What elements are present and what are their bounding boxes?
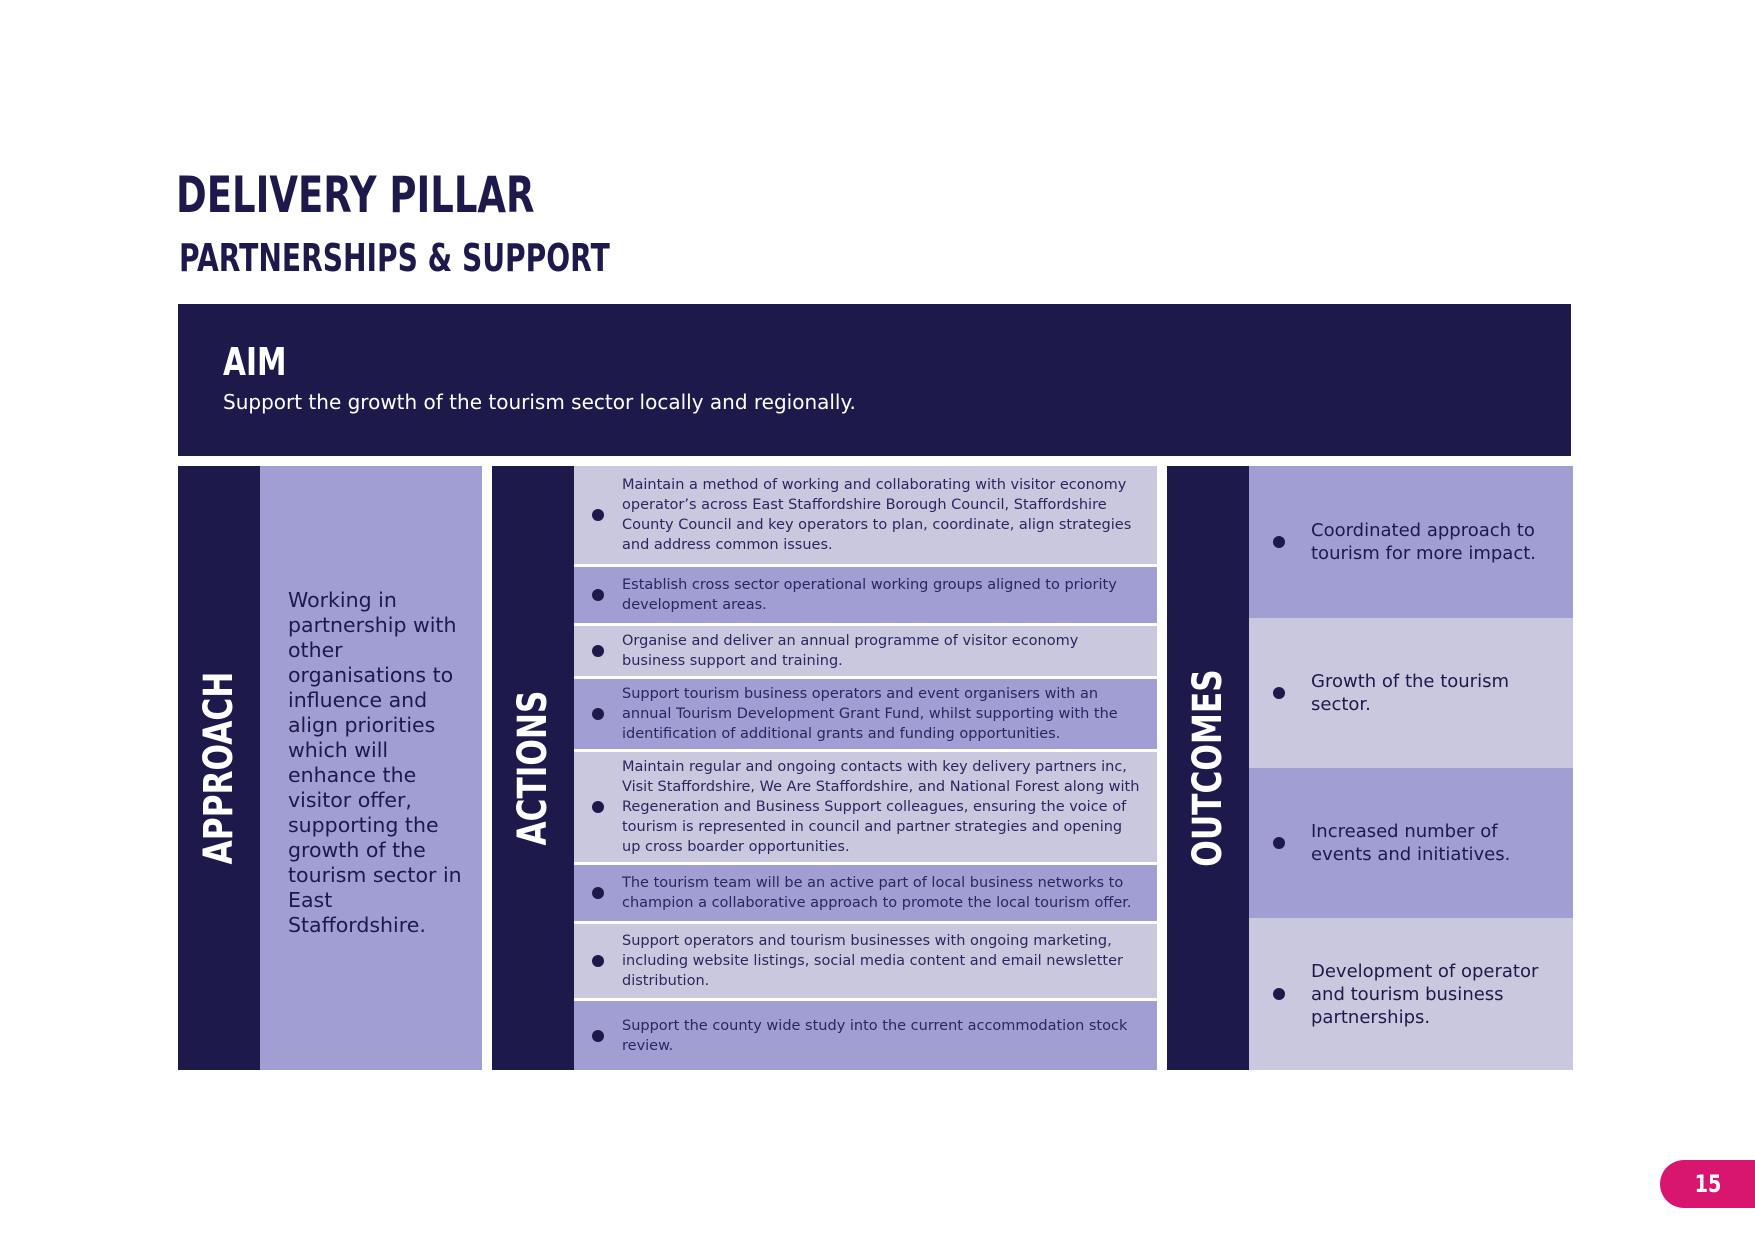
- action-item: [574, 924, 1157, 998]
- action-text: Maintain a method of working and collaborating with visitor economy operator’s across East Staffordshire Borough Council, Staffordshire County Council and key operators to plan, coordinate, align strategies and address common issues.: [622, 477, 1132, 553]
- outcome-text: Coordinated approach to tourism for more impact.: [1311, 520, 1536, 564]
- bullet-icon: [1273, 536, 1285, 548]
- bullet-icon: [592, 801, 604, 813]
- aim-text: Support the growth of the tourism sector locally and regionally.: [223, 390, 856, 414]
- approach-heading: APPROACH: [196, 671, 242, 865]
- approach-band: [178, 466, 260, 1070]
- outcome-text: Development of operator and tourism business partnerships.: [1311, 960, 1539, 1028]
- approach-column: [178, 466, 482, 1070]
- aim-heading: AIM: [223, 340, 287, 384]
- approach-panel: [260, 466, 482, 1070]
- page-number-badge: [1660, 1160, 1755, 1208]
- page-title: DELIVERY PILLAR: [176, 166, 535, 224]
- bullet-icon: [592, 509, 604, 521]
- action-item: [574, 626, 1157, 676]
- outcome-text: Increased number of events and initiatives.: [1311, 821, 1511, 865]
- outcomes-column: [1167, 466, 1573, 1070]
- action-item: [574, 466, 1157, 564]
- action-text: Support operators and tourism businesses with ongoing marketing, including website listings, social media content and email newsletter distribution.: [622, 933, 1123, 989]
- action-item: [574, 679, 1157, 749]
- action-text: Support the county wide study into the current accommodation stock review.: [622, 1017, 1128, 1054]
- page-subtitle: PARTNERSHIPS & SUPPORT: [179, 236, 610, 280]
- actions-column: [492, 466, 1157, 1070]
- outcome-item: [1249, 768, 1573, 918]
- approach-text: Working in partnership with other organisations to influence and align priorities which will enhance the visitor offer, supporting the growth of the tourism sector in East Staffordshire.: [288, 588, 462, 937]
- aim-panel: [178, 304, 1571, 456]
- action-text: The tourism team will be an active part of local business networks to champion a collaborative approach to promote the local tourism offer.: [622, 875, 1132, 911]
- bullet-icon: [592, 1030, 604, 1042]
- action-item: [574, 1001, 1157, 1070]
- bullet-icon: [592, 708, 604, 720]
- action-item: [574, 865, 1157, 921]
- outcomes-band: [1167, 466, 1249, 1070]
- bullet-icon: [1273, 687, 1285, 699]
- bullet-icon: [1273, 837, 1285, 849]
- action-text: Support tourism business operators and event organisers with an annual Tourism Development Grant Fund, whilst supporting with the identification of additional grants and funding opportunities.: [622, 686, 1118, 742]
- page-number: 15: [1694, 1170, 1722, 1198]
- actions-band: [492, 466, 574, 1070]
- outcome-item: [1249, 466, 1573, 618]
- action-text: Establish cross sector operational working groups aligned to priority development areas.: [622, 577, 1117, 613]
- bullet-icon: [592, 887, 604, 899]
- action-item: [574, 567, 1157, 623]
- outcome-item: [1249, 618, 1573, 768]
- actions-heading: ACTIONS: [510, 690, 556, 846]
- bullet-icon: [592, 589, 604, 601]
- bullet-icon: [592, 955, 604, 967]
- bullet-icon: [592, 645, 604, 657]
- action-text: Maintain regular and ongoing contacts with key delivery partners inc, Visit Staffordshire, We Are Staffordshire, and National Forest along with Regeneration and Business Support colleagues, ensuring the voice of tourism is represented in council and partner strategies and opening up cross boarder opportunities.: [622, 759, 1140, 855]
- action-item: [574, 752, 1157, 862]
- bullet-icon: [1273, 988, 1285, 1000]
- outcome-item: [1249, 918, 1573, 1070]
- action-text: Organise and deliver an annual programme of visitor economy business support and training.: [622, 633, 1079, 669]
- outcome-text: Growth of the tourism sector.: [1311, 671, 1509, 715]
- outcomes-heading: OUTCOMES: [1185, 669, 1231, 867]
